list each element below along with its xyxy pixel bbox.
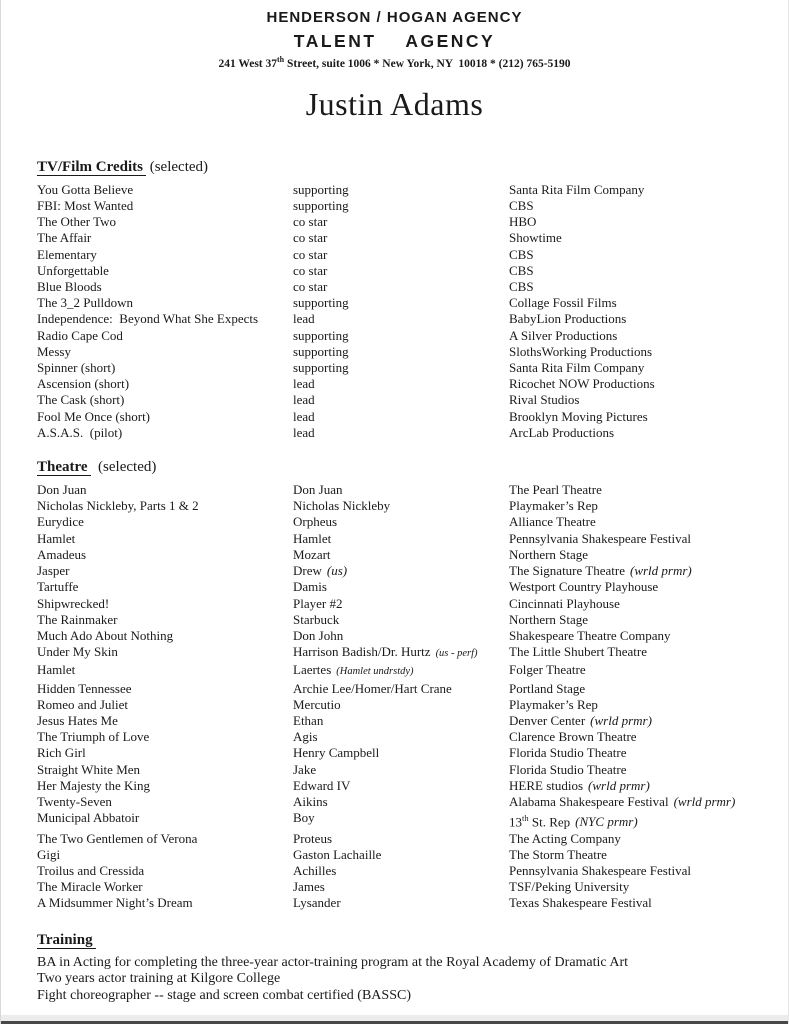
role-text: Ethan: [293, 712, 324, 728]
credit-title: Tartuffe: [37, 579, 79, 595]
credit-role: co star: [293, 246, 328, 262]
credit-company: CBS: [509, 198, 534, 214]
credit-title: Blue Bloods: [37, 279, 102, 295]
credit-title: Spinner (short): [37, 360, 116, 376]
scan-edge: [1, 1015, 788, 1024]
tv-film-row: [37, 247, 754, 263]
credit-role: [293, 628, 509, 644]
credit-role: [293, 697, 509, 713]
theatre-row: [37, 778, 754, 794]
credit-company: CBS: [509, 246, 534, 262]
venue-note: (wrld prmr): [630, 563, 692, 579]
theatre-row: [37, 662, 754, 680]
credit-title: The Affair: [37, 230, 92, 246]
section-title: TV/Film Credits: [37, 159, 146, 176]
credit-company: HBO: [509, 214, 537, 230]
role-text: Mercutio: [293, 696, 341, 712]
role-text: Laertes: [293, 662, 332, 678]
venue-text: Northern Stage: [509, 546, 589, 562]
credit-role: lead: [293, 376, 315, 392]
venue-text: Northern Stage: [509, 611, 589, 627]
credit-role: [293, 895, 509, 911]
credit-role: [293, 547, 509, 563]
credit-venue: [509, 745, 754, 761]
theatre-row: [37, 644, 754, 662]
training-item: BA in Acting for completing the three-year actor-training program at the Royal Academy of Dramatic Art: [37, 954, 629, 970]
credit-role: [293, 612, 509, 628]
credit-role: [293, 531, 509, 547]
theatre-row: [37, 895, 754, 911]
credit-title: The Two Gentlemen of Verona: [37, 830, 198, 846]
credit-title: Don Juan: [37, 482, 87, 498]
training-heading: [37, 930, 754, 950]
venue-text: Shakespeare Theatre Company: [509, 627, 671, 643]
theatre-row: [37, 531, 754, 547]
credit-role: [293, 879, 509, 895]
venue-note: (wrld prmr): [590, 712, 652, 728]
tv-film-row: [37, 263, 754, 279]
credit-venue: [509, 628, 754, 644]
role-text: Orpheus: [293, 514, 338, 530]
credit-venue: [509, 794, 754, 810]
credit-role: [293, 482, 509, 498]
credit-role: [293, 563, 509, 579]
theatre-row: [37, 762, 754, 778]
credit-title: The Rainmaker: [37, 611, 118, 627]
credit-venue: [509, 697, 754, 713]
credit-title: The Other Two: [37, 214, 116, 230]
credit-company: Collage Fossil Films: [509, 295, 617, 311]
theatre-rows: [37, 482, 754, 912]
agency-letterhead: [1, 0, 788, 70]
tv-film-credits-heading: [37, 157, 754, 177]
role-text: Damis: [293, 579, 327, 595]
role-text: Agis: [293, 729, 318, 745]
theatre-row: [37, 847, 754, 863]
credit-title: Rich Girl: [37, 745, 86, 761]
role-text: Starbuck: [293, 611, 340, 627]
venue-superscript: th: [522, 813, 529, 824]
credit-role: lead: [293, 392, 315, 408]
credit-role: lead: [293, 408, 315, 424]
role-text: Lysander: [293, 895, 341, 911]
credit-title: Municipal Abbatoir: [37, 810, 140, 826]
credit-company: ArcLab Productions: [509, 424, 615, 440]
venue-text: Cincinnati Playhouse: [509, 595, 620, 611]
training-item: Two years actor training at Kilgore College: [37, 971, 281, 987]
credit-title: Twenty-Seven: [37, 793, 112, 809]
role-text: Proteus: [293, 830, 332, 846]
credit-role: [293, 729, 509, 745]
role-text: Gaston Lachaille: [293, 846, 382, 862]
venue-text: Pennsylvania Shakespeare Festival: [509, 530, 691, 546]
section-title-suffix: (selected): [90, 459, 157, 476]
theatre-row: [37, 628, 754, 644]
tv-film-row: [37, 344, 754, 360]
credit-title: Her Majesty the King: [37, 777, 151, 793]
tv-film-row: [37, 360, 754, 376]
credit-title: Jasper: [37, 563, 70, 579]
theatre-row: [37, 745, 754, 761]
venue-text: Playmaker’s Rep: [509, 696, 598, 712]
credit-company: A Silver Productions: [509, 327, 618, 343]
credit-title: Unforgettable: [37, 262, 109, 278]
credit-title: The Triumph of Love: [37, 729, 150, 745]
training-item: Fight choreographer -- stage and screen combat certified (BASSC): [37, 988, 411, 1004]
credit-role: co star: [293, 279, 328, 295]
credit-title: Romeo and Juliet: [37, 696, 128, 712]
credit-venue: [509, 563, 754, 579]
credit-title: You Gotta Believe: [37, 181, 134, 197]
credit-title: A.S.A.S. (pilot): [37, 424, 123, 440]
credit-title: Hamlet: [37, 530, 76, 546]
credit-venue: [509, 847, 754, 863]
credit-role: supporting: [293, 327, 349, 343]
credit-venue: [509, 514, 754, 530]
credit-venue: [509, 831, 754, 847]
venue-text: Florida Studio Theatre: [509, 745, 627, 761]
venue-text: Florida Studio Theatre: [509, 761, 627, 777]
credit-role: [293, 662, 509, 680]
credit-title: Independence: Beyond What She Expects: [37, 311, 259, 327]
credit-role: [293, 745, 509, 761]
credit-role: [293, 810, 509, 831]
section-title-suffix: (selected): [145, 158, 209, 175]
role-text: Drew: [293, 563, 322, 579]
theatre-row: [37, 612, 754, 628]
theatre-row: [37, 498, 754, 514]
tv-film-row: [37, 214, 754, 230]
theatre-row: [37, 514, 754, 530]
credit-title: Troilus and Cressida: [37, 863, 145, 879]
credit-role: [293, 498, 509, 514]
credit-venue: [509, 879, 754, 895]
tv-film-row: [37, 311, 754, 327]
theatre-row: [37, 810, 754, 831]
venue-text: 13: [509, 814, 522, 830]
section-title: Theatre: [37, 459, 91, 476]
agency-name: HENDERSON / HOGAN AGENCY: [266, 9, 523, 26]
credit-role: [293, 644, 509, 662]
theatre-credits-section: [1, 457, 788, 912]
address-rest: Street, suite 1006 * New York, NY 10018 * (212) 765-5190: [284, 57, 571, 70]
credit-company: CBS: [509, 279, 534, 295]
credit-venue: [509, 612, 754, 628]
talent-name: Justin Adams: [305, 85, 484, 122]
credit-company: SlothsWorking Productions: [509, 343, 653, 359]
credit-company: Brooklyn Moving Pictures: [509, 408, 648, 424]
credit-title: Radio Cape Cod: [37, 327, 123, 343]
role-text: James: [293, 879, 325, 895]
venue-text: Westport Country Playhouse: [509, 579, 659, 595]
theatre-row: [37, 879, 754, 895]
credit-role: lead: [293, 311, 315, 327]
credit-title: Much Ado About Nothing: [37, 627, 174, 643]
theatre-row: [37, 729, 754, 745]
training-section: [1, 930, 788, 1005]
venue-text: The Pearl Theatre: [509, 482, 602, 498]
credit-venue: [509, 579, 754, 595]
credit-title: Shipwrecked!: [37, 595, 110, 611]
theatre-row: [37, 482, 754, 498]
role-text: Henry Campbell: [293, 745, 380, 761]
credit-role: co star: [293, 230, 328, 246]
credit-title: Fool Me Once (short): [37, 408, 151, 424]
venue-text: Texas Shakespeare Festival: [509, 895, 652, 911]
theatre-row: [37, 681, 754, 697]
credit-venue: [509, 762, 754, 778]
credit-venue: [509, 662, 754, 680]
theatre-row: [37, 863, 754, 879]
tv-film-row: [37, 409, 754, 425]
section-title: Training: [37, 932, 96, 949]
credit-title: A Midsummer Night’s Dream: [37, 895, 193, 911]
credit-venue: [509, 644, 754, 662]
agency-type-line: TALENT AGENCY: [293, 31, 496, 51]
venue-text: Pennsylvania Shakespeare Festival: [509, 863, 691, 879]
credit-role: supporting: [293, 360, 349, 376]
credit-role: co star: [293, 262, 328, 278]
credit-title: Nicholas Nickleby, Parts 1 & 2: [37, 498, 199, 514]
credit-role: [293, 863, 509, 879]
role-text: Edward IV: [293, 777, 351, 793]
tv-film-row: [37, 198, 754, 214]
credit-venue: [509, 778, 754, 794]
role-text: Don John: [293, 627, 344, 643]
tv-film-row: [37, 425, 754, 441]
theatre-row: [37, 713, 754, 729]
credit-role: [293, 681, 509, 697]
credit-role: [293, 514, 509, 530]
credit-title: Straight White Men: [37, 761, 141, 777]
credit-title: Ascension (short): [37, 376, 130, 392]
role-text: Aikins: [293, 793, 328, 809]
tv-film-row: [37, 230, 754, 246]
credit-venue: [509, 547, 754, 563]
venue-text: TSF/Peking University: [509, 879, 630, 895]
credit-title: Under My Skin: [37, 644, 118, 660]
theatre-row: [37, 697, 754, 713]
venue-text: Denver Center: [509, 712, 586, 728]
venue-text: Alabama Shakespeare Festival: [509, 793, 669, 809]
theatre-row: [37, 831, 754, 847]
venue-text: The Little Shubert Theatre: [509, 644, 648, 660]
credit-role: [293, 762, 509, 778]
tv-film-row: [37, 279, 754, 295]
tv-film-rows: [37, 182, 754, 441]
credit-role: [293, 778, 509, 794]
role-text: Boy: [293, 810, 315, 826]
credit-title: Jesus Hates Me: [37, 712, 118, 728]
role-note: (Hamlet undrstdy): [336, 666, 414, 678]
role-text: Player #2: [293, 595, 343, 611]
tv-film-row: [37, 295, 754, 311]
credit-title: Eurydice: [37, 514, 84, 530]
theatre-row: [37, 596, 754, 612]
credit-venue: [509, 895, 754, 911]
venue-text-rest: St. Rep: [528, 814, 571, 830]
credit-venue: [509, 482, 754, 498]
venue-note: (wrld prmr): [673, 793, 736, 809]
credit-title: The Miracle Worker: [37, 879, 143, 895]
role-text: Hamlet: [293, 530, 332, 546]
credit-role: [293, 794, 509, 810]
venue-text: Clarence Brown Theatre: [509, 729, 637, 745]
theatre-row: [37, 563, 754, 579]
credit-company: Santa Rita Film Company: [509, 360, 645, 376]
credit-company: Santa Rita Film Company: [509, 181, 645, 197]
credit-role: [293, 596, 509, 612]
tv-film-row: [37, 328, 754, 344]
credit-company: Rival Studios: [509, 392, 580, 408]
venue-text: The Acting Company: [509, 830, 621, 846]
credit-role: supporting: [293, 343, 349, 359]
role-text: Harrison Badish/Dr. Hurtz: [293, 644, 431, 660]
venue-text: Portland Stage: [509, 680, 586, 696]
credit-role: co star: [293, 214, 328, 230]
credit-role: supporting: [293, 181, 349, 197]
credit-company: Ricochet NOW Productions: [509, 376, 655, 392]
role-note: (us): [326, 563, 348, 579]
credit-title: Gigi: [37, 846, 61, 862]
credit-company: CBS: [509, 262, 534, 278]
tv-film-row: [37, 376, 754, 392]
credit-venue: [509, 531, 754, 547]
credit-title: Amadeus: [37, 546, 87, 562]
credit-role: supporting: [293, 198, 349, 214]
credit-venue: [509, 498, 754, 514]
credit-venue: [509, 863, 754, 879]
tv-film-credits-section: [1, 157, 788, 441]
credit-title: Hidden Tennessee: [37, 680, 132, 696]
venue-text: HERE studios: [509, 777, 584, 793]
tv-film-row: [37, 182, 754, 198]
role-text: Nicholas Nickleby: [293, 498, 391, 514]
theatre-row: [37, 547, 754, 563]
address-ordinal-superscript: th: [277, 55, 285, 64]
credit-venue: [509, 729, 754, 745]
credit-title: FBI: Most Wanted: [37, 198, 134, 214]
credit-company: BabyLion Productions: [509, 311, 627, 327]
agency-address: [1, 55, 788, 70]
credit-role: supporting: [293, 295, 349, 311]
credit-venue: [509, 596, 754, 612]
theatre-heading: [37, 457, 754, 477]
role-note: (us - perf): [435, 648, 478, 660]
credit-company: Showtime: [509, 230, 562, 246]
credit-title: Messy: [37, 343, 71, 359]
credit-role: [293, 579, 509, 595]
credit-role: [293, 847, 509, 863]
address-street: 241 West 37: [218, 57, 278, 70]
credit-venue: [509, 681, 754, 697]
credit-venue: [509, 810, 754, 831]
credit-role: lead: [293, 424, 315, 440]
credit-title: The 3_2 Pulldown: [37, 295, 134, 311]
role-text: Jake: [293, 761, 317, 777]
venue-text: Alliance Theatre: [509, 514, 596, 530]
theatre-row: [37, 794, 754, 810]
role-text: Don Juan: [293, 482, 343, 498]
credit-role: [293, 831, 509, 847]
role-text: Mozart: [293, 546, 331, 562]
credit-title: Hamlet: [37, 662, 76, 678]
venue-text: Folger Theatre: [509, 662, 586, 678]
venue-text: Playmaker’s Rep: [509, 498, 598, 514]
credit-venue: [509, 713, 754, 729]
credit-title: The Cask (short): [37, 392, 125, 408]
venue-text: The Signature Theatre: [509, 563, 625, 579]
role-text: Archie Lee/Homer/Hart Crane: [293, 680, 452, 696]
venue-note: (NYC prmr): [575, 814, 638, 830]
role-text: Achilles: [293, 863, 337, 879]
tv-film-row: [37, 392, 754, 408]
credit-title: Elementary: [37, 246, 97, 262]
venue-text: The Storm Theatre: [509, 846, 607, 862]
credit-role: [293, 713, 509, 729]
theatre-row: [37, 579, 754, 595]
venue-note: (wrld prmr): [588, 777, 650, 793]
